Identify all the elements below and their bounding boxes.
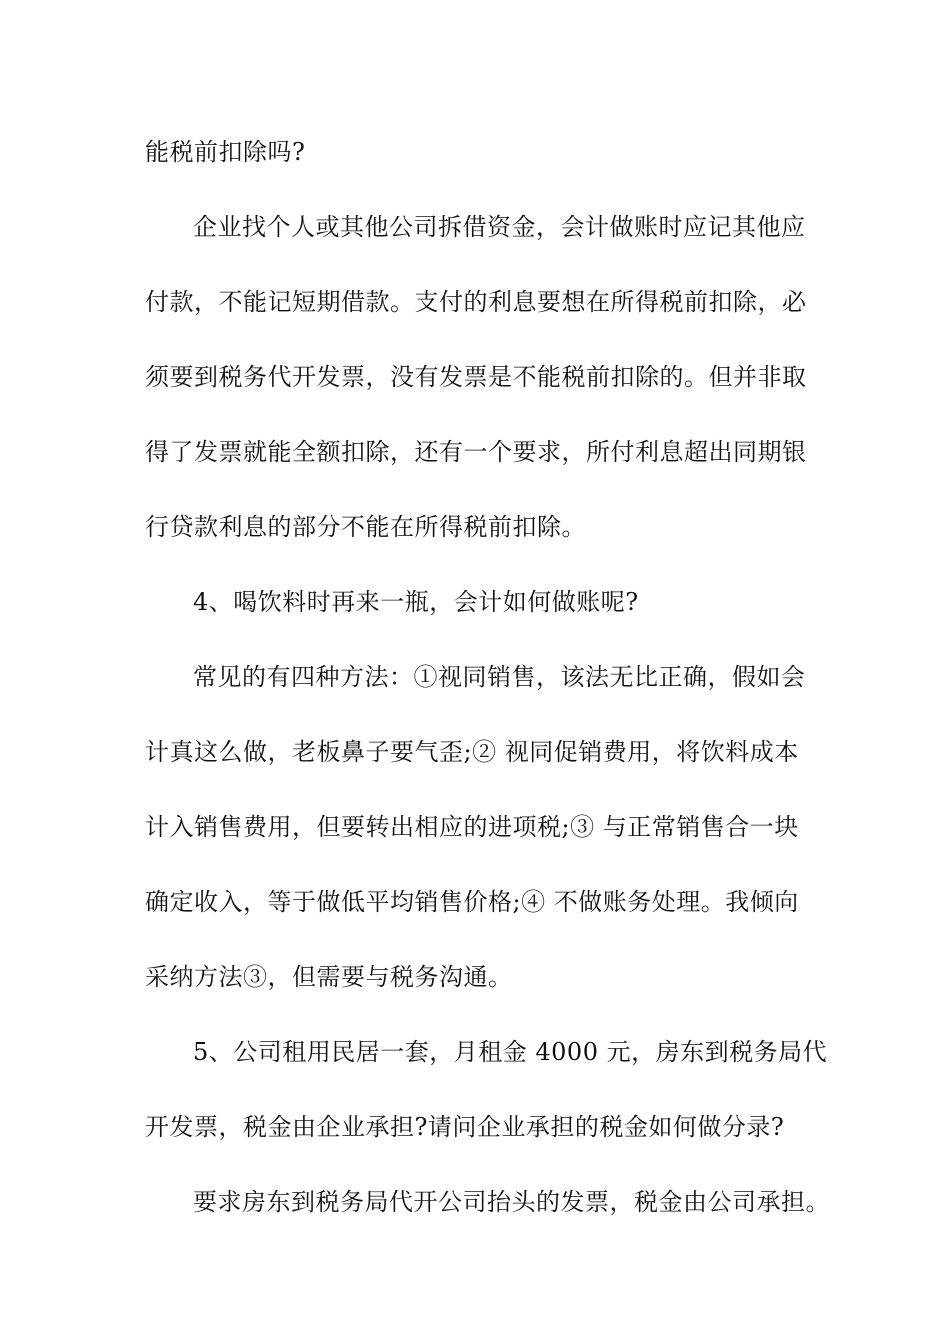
text-line: 能税前扣除吗? xyxy=(145,138,306,166)
section-heading: 4、喝饮料时再来一瓶，会计如何做账呢? xyxy=(193,588,639,616)
text-line: 要求房东到税务局代开公司抬头的发票，税金由公司承担。 xyxy=(193,1188,830,1216)
text-line: 采纳方法③，但需要与税务沟通。 xyxy=(145,963,513,991)
text-line: 计入销售费用，但要转出相应的进项税;③ 与正常销售合一块 xyxy=(145,813,799,841)
text-line: 须要到税务代开发票，没有发票是不能税前扣除的。但并非取 xyxy=(145,363,807,391)
text-line: 计真这么做，老板鼻子要气歪;② 视同促销费用，将饮料成本 xyxy=(145,738,799,766)
text-line: 开发票，税金由企业承担?请问企业承担的税金如何做分录? xyxy=(145,1113,785,1141)
text-line: 行贷款利息的部分不能在所得税前扣除。 xyxy=(145,513,586,541)
text-line: 常见的有四种方法：①视同销售，该法无比正确，假如会 xyxy=(193,663,806,691)
text-line: 付款，不能记短期借款。支付的利息要想在所得税前扣除，必 xyxy=(145,288,807,316)
text-line: 确定收入，等于做低平均销售价格;④ 不做账务处理。我倾向 xyxy=(145,888,799,916)
text-line: 企业找个人或其他公司拆借资金，会计做账时应记其他应 xyxy=(193,213,806,241)
section-heading: 5、公司租用民居一套，月租金 4000 元，房东到税务局代 xyxy=(193,1038,828,1066)
text-line: 得了发票就能全额扣除，还有一个要求，所付利息超出同期银 xyxy=(145,438,807,466)
